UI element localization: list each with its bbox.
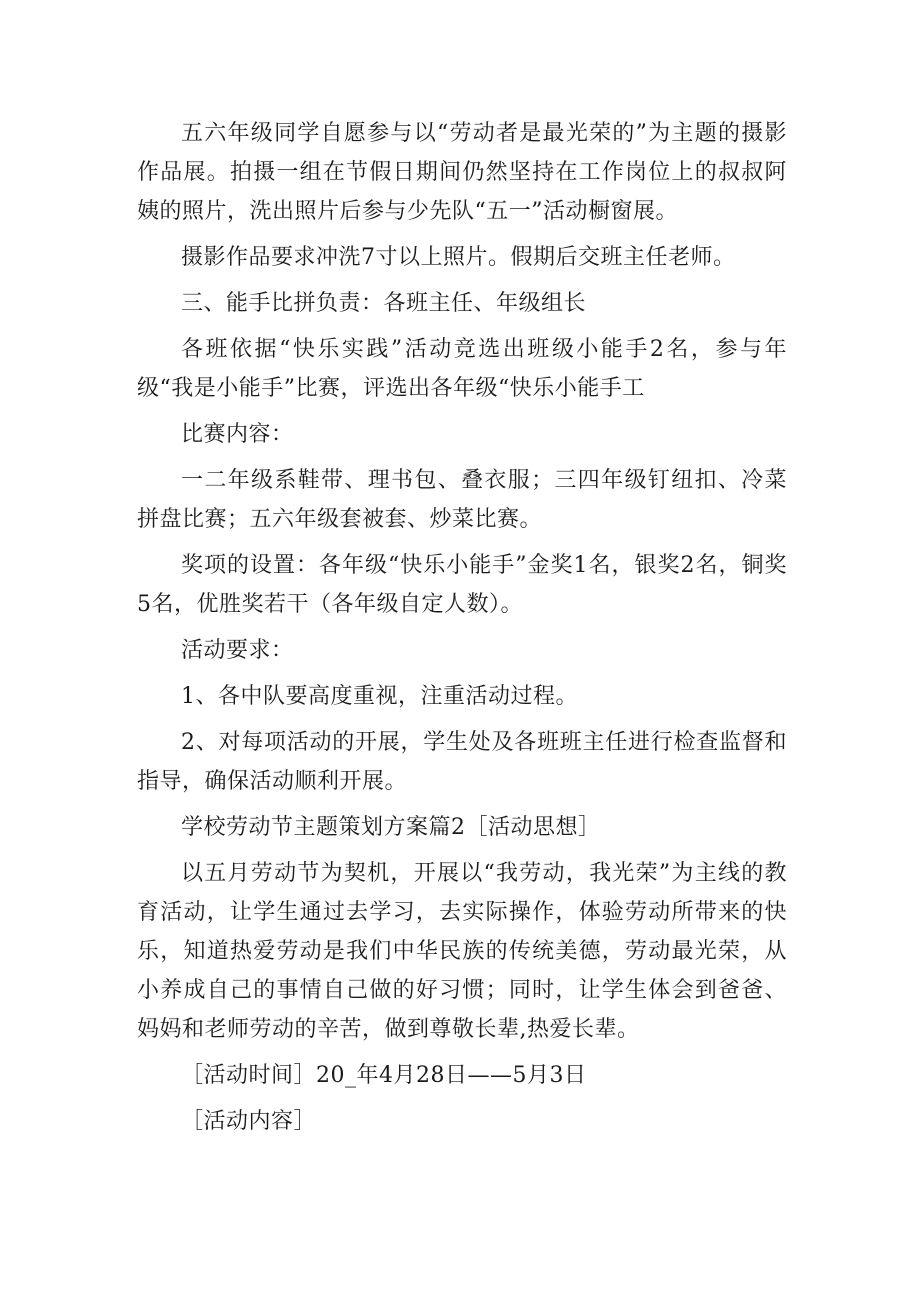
- section-heading-plan-2: 学校劳动节主题策划方案篇2［活动思想］: [181, 815, 601, 840]
- paragraph-awards: 奖项的设置：各年级“快乐小能手”金奖1名，银奖2名，铜奖5名，优胜奖若干（各年级自定人数）。: [137, 553, 787, 617]
- paragraph-activity-time: ［活动时间］20_年4月28日——5月3日: [181, 1063, 587, 1088]
- paragraph-photo-exhibition: 五六年级同学自愿参与以“劳动者是最光荣的”为主题的摄影作品展。拍摄一组在节假日期间仍然坚持在工作岗位上的叔叔阿姨的照片，洗出照片后参与少先队“五一”活动橱窗展。: [137, 121, 787, 224]
- paragraph-activity-idea: 以五月劳动节为契机，开展以“我劳动，我光荣”为主线的教育活动，让学生通过去学习，去实际操作，体验劳动所带来的快乐，知道热爱劳动是我们中华民族的传统美德，劳动最光荣，从小养成自己的事情自己做的好习惯；同时，让学生体会到爸爸、妈妈和老师劳动的辛苦，做到尊敬长辈,热爱长辈。: [137, 861, 787, 1042]
- requirement-item-1: 1、各中队要高度重视，注重活动过程。: [181, 684, 578, 709]
- paragraph-photo-requirements: 摄影作品要求冲洗7寸以上照片。假期后交班主任老师。: [181, 245, 736, 270]
- requirement-item-2: 2、对每项活动的开展，学生处及各班班主任进行检查监督和指导，确保活动顺利开展。: [137, 730, 787, 794]
- paragraph-contest-items: 一二年级系鞋带、理书包、叠衣服；三四年级钉纽扣、冷菜拼盘比赛；五六年级套被套、炒菜比赛。: [137, 468, 787, 532]
- paragraph-class-selection: 各班依据“快乐实践”活动竞选出班级小能手2名，参与年级“我是小能手”比赛，评选出各年级“快乐小能手工: [137, 337, 787, 401]
- label-activity-requirements: 活动要求：: [181, 638, 294, 663]
- label-contest-content: 比赛内容：: [181, 422, 294, 447]
- section-heading-skills-contest: 三、能手比拼负责：各班主任、年级组长: [181, 291, 587, 316]
- document-body: [137, 114, 787, 1141]
- label-activity-content: ［活动内容］: [181, 1109, 317, 1134]
